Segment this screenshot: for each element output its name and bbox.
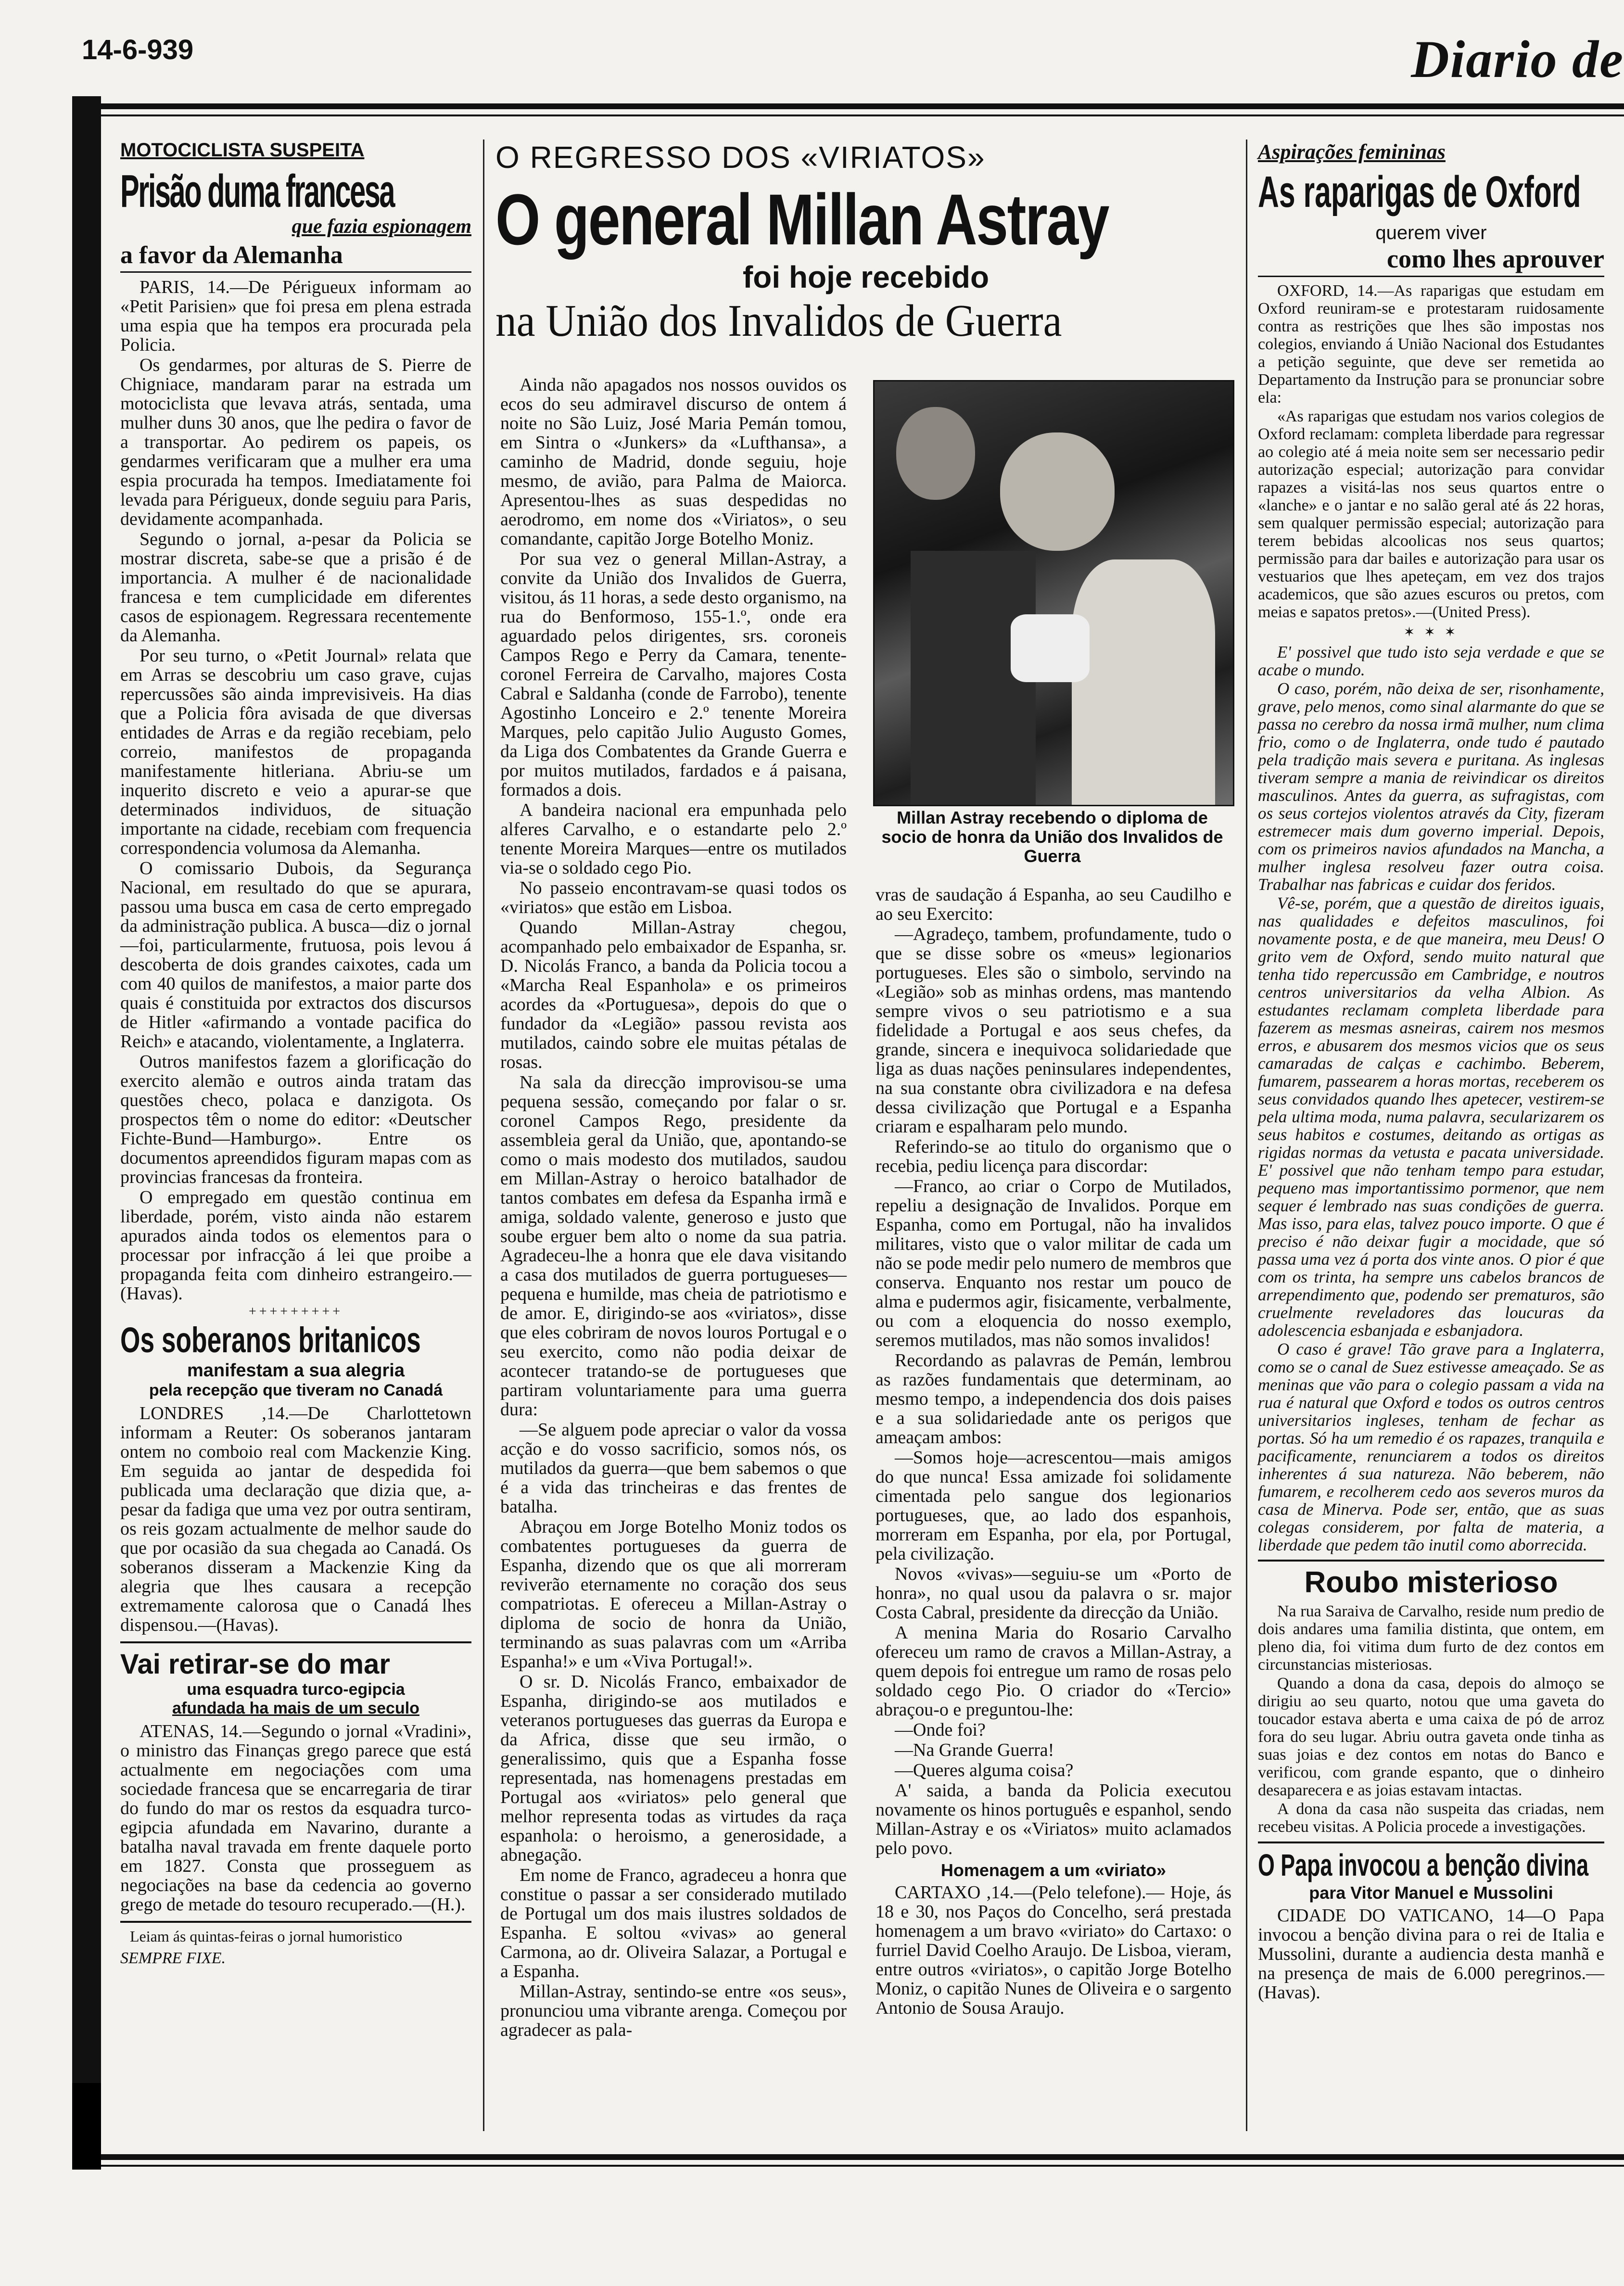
article-deck-2: na União dos Invalidos de Guerra <box>495 296 1062 346</box>
divider <box>1258 1842 1604 1843</box>
paragraph: Na sala da direcção improvisou-se uma pequena sessão, começando por falar o sr. coronel Campos Rego, presidente da assembleia geral da União, que, apontando-se como o mais modesto dos mutilados, saudou em Millan-Astray o heroico batalhador de tantos combates em defesa da Espanha irmã e amiga, soldado valente, generoso e justo que soube erguer bem alto o nome da sua patria. Agradeceu-lhe a honra que ele dava visitando a casa dos mutilados de guerra portugueses—pequena e humilde, mas cheia de patriotismo e de amor. E, dirigindo-se aos «viriatos», disse que eles cobriram de novos louros Portugal e o seu exercito, como não podia deixar de acontecer tratando-se de portugueses que partiram voluntariamente para uma guerra dura: <box>500 1072 847 1420</box>
article-headline: As raparigas de Oxford <box>1258 167 1581 216</box>
left-border-block <box>72 2083 101 2170</box>
paragraph: A menina Maria do Rosario Carvalho ofereceu um ramo de cravos a Millan-Astray, a quem depois foi entregue um ramo de rosas pelo soldado cego Pio. O criador do «Tercio» abraçou-o e preguntou-lhe: <box>875 1623 1231 1720</box>
article-headline: Prisão duma francesa <box>120 165 394 217</box>
article-oxford <box>1258 140 1604 2003</box>
paragraph: Quando Millan-Astray chegou, acompanhado pelo embaixador de Espanha, sr. D. Nicolás Franco, a banda da Policia tocou a «Marcha Real Espanhola» e os primeiros acordes da «Portuguesa», depois do que o fundador da «Legião» passou revista aos mutilados, caindo sobre ele muitas pétalas de rosas. <box>500 917 847 1072</box>
article-subhead: Homenagem a um «viriato» <box>940 1860 1167 1880</box>
article-body <box>1258 1906 1604 2002</box>
paragraph: Vê-se, porém, que a questão de direitos iguais, nas qualidades e defeitos masculinos, foi novamente posta, e de que maneira, meu Deus! O grito vem de Oxford, sendo muito natural que tenha tido repercussão em Cambridge, e noutros centros universitarios da velha Albion. As estudantes reclamam completa liberdade para fazerem as mesmas asneiras, cairem nos mesmos erros, e abusarem dos mesmos vicios que os seus camaradas de calças e cachimbo. Beberem, fumarem, passearem a horas mortas, receberem os seus convidados quando lhes apetecer, vestirem-se pela ultima moda, numa palavra, secularizarem os seus habitos e costumes, deitando as ortigas as rigidas normas da vetusta e pacata universidade. E' possivel que não tenham tempo para estudar, pequeno mas importantissimo pormenor, que nem sequer é lembrado nas suas condições de guerra. Mas isso, para elas, talvez pouco importe. O que é preciso é não deixar fugir a mocidade, que só passa uma vez á porta dos vinte anos. O pior é que com os trinta, ha sempre uns cabelos brancos de arrependimento que, podendo ser prematuros, são cruelmente reveladores das loucuras da adolescencia esbanjada e esbanjadora. <box>1258 894 1604 1340</box>
article-deck: manifestam a sua alegria <box>187 1360 405 1381</box>
article-body-column-1 <box>500 375 847 2041</box>
article-body <box>120 1722 471 1914</box>
paragraph: Segundo o jornal, a-pesar da Policia se mostrar discreta, sabe-se que a prisão é de importancia. A mulher é de nacionalidade francesa e tem cumplicidade em diferentes casos de espionagem. Regressara recentemente da Alemanha. <box>120 529 471 646</box>
article-deck-2: afundada ha mais de um seculo <box>172 1699 419 1717</box>
divider <box>1258 1560 1604 1562</box>
column-rule-1 <box>483 140 484 2131</box>
article-body <box>120 1404 471 1635</box>
paragraph: LONDRES ,14.—De Charlottetown informam a Reuter: Os soberanos jantaram ontem no comboio real com Mackenzie King. Em seguida ao jantar de despedida foi publicada uma declaração que dizia que, a-pesar da fadiga que uma vez por outra sentiram, os reis gozam actualmente de melhor saude do que por ocasião da sua chegada ao Canadá. Os soberanos disseram a Mackenzie King da alegria que lhes causara a recepção extremamente calorosa que o Canadá lhes dispensou.—(Havas). <box>120 1403 471 1635</box>
top-rule-thin <box>101 114 1624 116</box>
paragraph: A bandeira nacional era empunhada pelo alferes Carvalho, e o estandarte pelo 2.º tenente Moreira Marques—entre os mutilados via-se o soldado cego Pio. <box>500 800 847 878</box>
masthead: Diario de <box>1411 30 1624 89</box>
paragraph: Recordando as palavras de Pemán, lembrou as razões fundamentais que determinam, ao mesmo tempo, a independencia dos dois paises e a sua solidariedade ante os perigos que ameaçam ambos: <box>875 1350 1231 1448</box>
paragraph: ATENAS, 14.—Segundo o jornal «Vradini», o ministro das Finanças grego parece que está actualmente em negociações com uma sociedade francesa que se encarregaria de tirar do fundo do mar os restos da esquadra turco-egipcia afundada em Navarino, durante a batalha naval travada em frente daquele porto em 1827. Consta que prosseguem as negociações na base da cedencia ao governo grego de metade do tesouro recuperado.—(H.). <box>120 1721 471 1915</box>
article-deck: foi hoje recebido <box>742 260 990 294</box>
paragraph: E' possivel que tudo isto seja verdade e que se acabe o mundo. <box>1258 643 1604 679</box>
paragraph: Referindo-se ao titulo do organismo que o recebia, pediu licença para discordar: <box>875 1137 1231 1176</box>
paragraph: Outros manifestos fazem a glorificação do exercito alemão e outros ainda tratam das questões checo, polaca e danzigota. Os prospectos têm o nome do editor: «Deutscher Fichte-Bund—Hamburgo». Entre os documentos apreendidos figuram mapas com as provincias francesas da fronteira. <box>120 1052 471 1187</box>
paragraph: Abraçou em Jorge Botelho Moniz todos os combatentes portugueses da guerra de Espanha, dizendo que os que ali morreram reviverão eternamente no coração dos seus compatriotas. E ofereceu a Millan-Astray o diploma de socio de honra da União, terminando as suas palavras com um «Arriba Espanha!» e um «Viva Portugal!». <box>500 1517 847 1672</box>
paragraph: Millan-Astray, sentindo-se entre «os seus», pronunciou uma vibrante arenga. Começou por agradecer as pala- <box>500 1981 847 2040</box>
paragraph: —Queres alguma coisa? <box>895 1760 1074 1780</box>
paragraph: Por seu turno, o «Petit Journal» relata que em Arras se descobriu um caso grave, cujas repercussões são ainda imprevisiveis. Ha dias que a Policia fôra avisada de que diversas entidades de Arras e da região recebiam, pelo correio, manifestos de propaganda manifestamente hitleriana. Abriu-se um inquerito discreto e veio a apurar-se que determinados individuos, de situação importante na cidade, recebiam com frequencia correspondencia volumosa da Alemanha. <box>120 646 471 858</box>
paragraph: Os gendarmes, por alturas de S. Pierre de Chigniace, mandaram parar na estrada um motociclista que levava atrás, sentada, uma mulher duns 30 anos, que lhe pedira o favor de a transportar. Ao pedirem os papeis, os gendarmes verificaram que a mulher era uma espia procurada ha tempos. Imediatamente foi levada para Périgueux, donde seguiu para Paris, devidamente acompanhada. <box>120 355 471 529</box>
article-headline: Roubo misterioso <box>1304 1566 1558 1599</box>
paragraph: No passeio encontravam-se quasi todos os «viriatos» que estão em Lisboa. <box>500 878 847 917</box>
article-body <box>1258 282 1604 621</box>
paragraph: CIDADE DO VATICANO, 14—O Papa invocou a benção divina para o rei de Italia e Mussolini, durante a audiencia desta manhã e na presença de mais de 6.000 peregrinos.—(Havas). <box>1258 1905 1604 2003</box>
ornament-divider: +++++++++ <box>248 1304 343 1319</box>
article-deck-2: pela recepção que tiveram no Canadá <box>149 1381 443 1399</box>
paragraph: Quando a dona da casa, depois do almoço se dirigiu ao seu quarto, notou que uma gaveta do toucador estava aberta e uma caixa de pó de arroz fora do seu lugar. Abriu outra gaveta onde tinha as suas joias e dez contos em notas do Banco e verificou, com grande espanto, que o dinheiro desaparecera e as joias estavam intactas. <box>1258 1675 1604 1799</box>
article-kicker: Aspirações femininas <box>1258 140 1446 164</box>
article-espionagem <box>120 140 471 1968</box>
paragraph: Na rua Saraiva de Carvalho, reside num predio de dois andares uma familia distinta, que ontem, em pleno dia, foi vitima dum furto de dez contos em circunstancias misteriosas. <box>1258 1602 1604 1674</box>
paragraph: O sr. D. Nicolás Franco, embaixador de Espanha, dirigindo-se aos mutilados e veteranos portugueses das guerras da Europa e da Africa, disse que seu irmão, o generalissimo, quis que a Espanha fosse representada, nas homenagens prestadas em Portugal aos «viriatos» pelo general que melhor representa todas as virtudes da raça espanhola: o heroismo, a generosidade, a abnegação. <box>500 1672 847 1865</box>
paragraph: —Somos hoje—acrescentou—mais amigos do que nunca! Essa amizade foi solidamente cimentada pelo sangue dos legionarios portugueses, que, ao lado dos espanhois, morreram em Espanha, por ela, por Portugal, pela civilização. <box>875 1448 1231 1564</box>
paragraph: OXFORD, 14.—As raparigas que estudam em Oxford reuniram-se e protestaram ruidosamente contra as restrições que lhes são impostas nos colegios, enviando á União Nacional dos Estudantes a petição seguinte, que deve ser remetida ao Departamento da Instrução para se pronunciar sobre ela: <box>1258 282 1604 406</box>
paragraph: Por sua vez o general Millan-Astray, a convite da União dos Invalidos de Guerra, visitou, ás 11 horas, a sede desto organismo, na rua do Benformoso, 155-1.º, onde era aguardado pelos dirigentes, srs. coroneis Campos Rego e Perry da Camara, tenente-coronel Ferreira de Carvalho, majores Costa Cabral e Saldanha (conde de Farrobo), tenente Agostinho Lonceiro e 2.º tenente Moreira Marques, pelo capitão Julio Augusto Gomes, da Liga dos Combatentes da Grande Guerra e por muitos mutilados, fardados e á paisana, formados a dois. <box>500 549 847 800</box>
article-headline: O Papa invocou a benção divina <box>1258 1848 1589 1882</box>
paragraph: —Na Grande Guerra! <box>895 1740 1054 1760</box>
news-photo <box>873 380 1234 806</box>
divider <box>1258 276 1604 277</box>
issue-date: 14-6-939 <box>82 34 194 65</box>
divider <box>120 1921 471 1923</box>
article-headline: O general Millan Astray <box>495 179 1109 260</box>
paragraph: O caso, porém, não deixa de ser, risonhamente, grave, pelo menos, como sinal alarmante do que se passa no cerebro da nossa irmã mulher, num clima frio, como o de Inglaterra, onde tudo é pautado pela tradição mais severa e puritana. As inglesas tiveram sempre a mania de reivindicar os direitos masculinos. Antes da guerra, as sufragistas, com os seus cortejos violentos através da City, fizeram estremecer mais dum governo imperial. Depois, com os primeiros navios afundados na Mancha, a mulher inglesa resolveu fazer outra coisa. Trabalhar nas fabricas e cuidar dos feridos. <box>1258 679 1604 894</box>
paragraph: PARIS, 14.—De Périgueux informam ao «Petit Parisien» que foi presa em plena estrada uma espia que ha tempos era procurada pela Policia. <box>120 277 471 355</box>
top-rule <box>101 103 1624 109</box>
paragraph: O comissario Dubois, da Segurança Nacional, em resultado do que se apurara, passou uma busca em casa de certo empregado da administração publica. A busca—diz o jornal—foi, particularmente, frutuosa, pois levou á descoberta de dois grandes caixotes, cada um com 40 quilos de manifestos, a maior parte dos quais é constituida por extractos dos discursos de Hitler «afirmando a vontade pacifica do Reich» e atacando, violentamente, a Inglaterra. <box>120 858 471 1052</box>
article-deck-2: a favor da Alemanha <box>120 241 343 269</box>
bottom-rule-thin <box>101 2165 1624 2167</box>
paragraph: Ainda não apagados nos nossos ouvidos os ecos do seu admiravel discurso de ontem á noite no São Luiz, José Maria Pemán tomou, em Sintra o «Junkers» da «Lufthansa», a caminho de Madrid, donde seguiu, hoje mesmo, de avião, para Palma de Maiorca. Apresentou-lhes as suas despedidas no aerodromo, em nome dos «Viriatos», o seu comandante, capitão Jorge Botelho Moniz. <box>500 375 847 549</box>
article-body-column-2 <box>875 885 1231 2019</box>
bottom-rule <box>101 2154 1624 2160</box>
column-rule-2 <box>1246 140 1247 2131</box>
paragraph: —Se alguem pode apreciar o valor da vossa acção e do vosso sacrificio, somos nós, os mutilados da guerra—que bem sabemos o que é a vida das trincheiras e das frentes de batalha. <box>500 1420 847 1517</box>
ornament-divider: ✶ ✶ ✶ <box>1403 625 1459 640</box>
article-headline: Os soberanos britanicos <box>120 1320 421 1360</box>
paragraph: Em nome de Franco, agradeceu a honra que constitue o passar a ser considerado mutilado de Portugal um dos mais ilustres soldados de Espanha. E soltou «vivas» ao general Carmona, ao dr. Oliveira Salazar, a Portugal e a Espanha. <box>500 1865 847 1981</box>
article-deck: que fazia espionagem <box>292 216 471 238</box>
paragraph: —Onde foi? <box>895 1720 986 1740</box>
paragraph: —Franco, ao criar o Corpo de Mutilados, repeliu a designação de Invalidos. Porque em Espanha, como em Portugal, não ha invalidos militares, visto que o valor militar de cada um não se pode medir pelo numero de membros que conserva. Enquanto nos restar um pouco de alma e pudermos agir, fisicamente, verbalmente, ou com a eloquencia do nosso exemplo, seremos mutilados, mas não somos invalidos! <box>875 1176 1231 1350</box>
paragraph: Novos «vivas»—seguiu-se um «Porto de honra», no qual usou da palavra o sr. major Costa Cabral, presidente da direcção da União. <box>875 1564 1231 1623</box>
article-body <box>1258 1602 1604 1836</box>
paragraph: CARTAXO ,14.—(Pelo telefone).— Hoje, ás 18 e 30, nos Paços do Concelho, será prestada homenagem a um bravo «viriato» do Cartaxo: o furriel David Coelho Araujo. De Lisboa, vieram, entre outros «viriatos», o capitão Jorge Botelho Moniz, o capitão Nunes de Oliveira e o sargento Antonio de Sousa Araujo. <box>875 1882 1231 2018</box>
article-kicker: MOTOCICLISTA SUSPEITA <box>120 140 365 161</box>
article-headline: Vai retirar-se do mar <box>120 1649 390 1680</box>
promo-note: Leiam ás quintas-feiras o jornal humoristico <box>130 1928 403 1945</box>
article-deck: querem viver <box>1375 222 1487 243</box>
article-deck: uma esquadra turco-egipcia <box>187 1680 405 1699</box>
paragraph: A' saida, a banda da Policia executou novamente os hinos português e espanhol, sendo Millan-Astray e os «Viriatos» muito aclamados pelo povo. <box>875 1780 1231 1858</box>
article-body <box>120 278 471 1303</box>
paragraph: A dona da casa não suspeita das criadas, nem recebeu visitas. A Policia procede a investigações. <box>1258 1800 1604 1836</box>
photo-caption: Millan Astray recebendo o diploma de socio de honra da União dos Invalidos de Guerra <box>881 808 1223 866</box>
paragraph: vras de saudação á Espanha, ao seu Caudilho e ao seu Exercito: <box>875 885 1231 924</box>
promo-title: SEMPRE FIXE. <box>120 1949 226 1967</box>
paragraph: «As raparigas que estudam nos varios colegios de Oxford reclamam: completa liberdade para regressar ao colegio até á meia noite sem ser necessario pedir autorização especial; autorização para convidar rapazes a visitá-las nos seus quartos entre o «lanche» e o jantar e no salão geral até ás 22 horas, sem qualquer permissão especial; autorização para terem bebidas alcoolicas nos seus quartos; permissão para dar bailes e autorização para usar os vestuarios que lhes apeteçam, em vez dos trajos academicos, que são azues escuros ou pretos, com meias e sapatos pretos».—(United Press). <box>1258 407 1604 621</box>
left-border-bar <box>72 96 101 2170</box>
divider <box>120 271 471 273</box>
article-millan-astray <box>495 140 1236 347</box>
paragraph: O empregado em questão continua em liberdade, porém, visto ainda não estarem apurados ainda todos os elementos para o processar por infracção á lei que proibe a propaganda feita com dinheiro estrangeiro.—(Havas). <box>120 1187 471 1304</box>
paragraph: —Agradeço, tambem, profundamente, tudo o que se disse sobre os «meus» legionarios portugueses. Eles são o simbolo, servindo na «Legião» sob as minhas ordens, mas mantendo sempre vivos o seu patriotismo e a sua fidelidade a Portugal e aos seus chefes, da grande, sincera e inequivoca solidariedade que liga as duas nações peninsulares independentes, na sua constante obra civilizadora e na defesa dessa civilização que Portugal e a Espanha criaram e espalharam pelo mundo. <box>875 924 1231 1137</box>
article-kicker: O REGRESSO DOS «VIRIATOS» <box>495 140 986 175</box>
divider <box>120 1641 471 1643</box>
article-deck-2: como lhes aprouver <box>1387 244 1604 273</box>
paragraph: O caso é grave! Tão grave para a Inglaterra, como se o canal de Suez estivesse ameaçado. Se as meninas que vão para o colegio passam a vida na rua é natural que Oxford e todos os outros centros universitarios ingleses, tenham de fechar as portas. Só ha um remedio é os rapazes, tranquila e pacificamente, renunciarem a todos os direitos inherentes á sua natureza. Não beberem, não fumarem, e recolherem cedo aos severos muros da casa de Minerva. Pode ser, então, que as suas colegas considerem, por falta de materia, a liberdade que pedem tão inutil como aborrecida. <box>1258 1340 1604 1554</box>
article-deck: para Vitor Manuel e Mussolini <box>1309 1883 1553 1903</box>
article-commentary <box>1258 643 1604 1554</box>
